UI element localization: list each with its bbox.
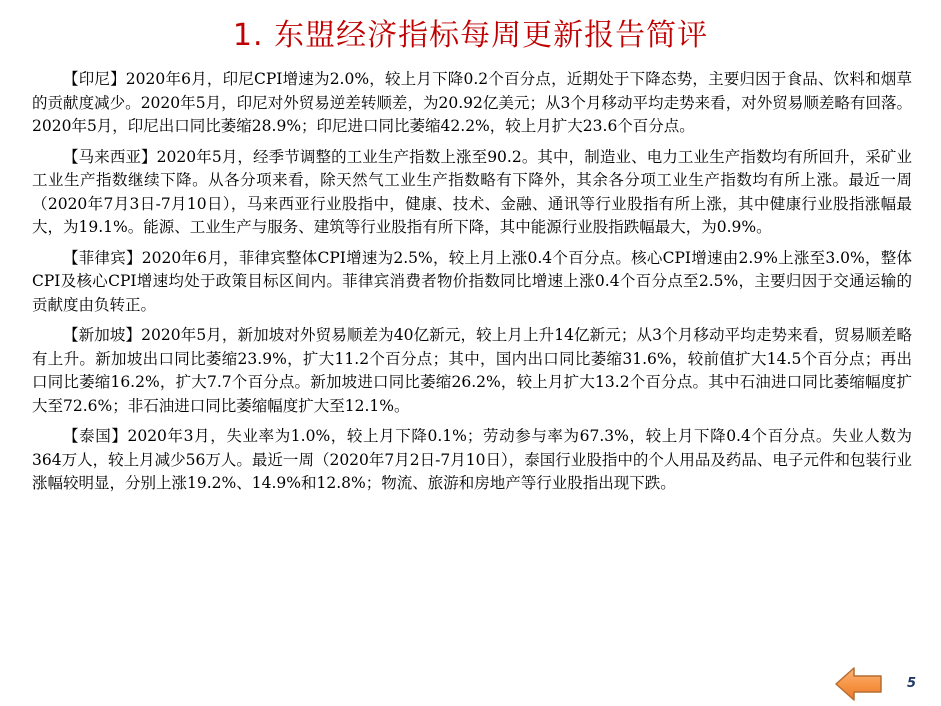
- paragraph-indonesia: [32, 68, 912, 139]
- paragraph-text: 2020年6月，菲律宾整体CPI增速为2.5%，较上月上涨0.4个百分点。核心CPI增速由2.9%上涨至3.0%，整体CPI及核心CPI增速均处于政策目标区间内。菲律宾消费者物价指数同比增速上涨0.4个百分点至2.5%，主要归因于交通运输的贡献度由负转正。: [32, 248, 912, 314]
- paragraph-text: 2020年5月，新加坡对外贸易顺差为40亿新元，较上月上升14亿新元；从3个月移动平均走势来看，贸易顺差略有上升。新加坡出口同比萎缩23.9%，扩大11.2个百分点；其中，国内出口同比萎缩31.6%，较前值扩大14.5个百分点；再出口同比萎缩16.2%，扩大7.7个百分点。新加坡进口同比萎缩26.2%，较上月扩大13.2个百分点。其中石油进口同比萎缩幅度扩大至72.6%；非石油进口同比萎缩幅度扩大至12.1%。: [32, 326, 912, 415]
- paragraph-thailand: [32, 425, 912, 496]
- page-number: 5: [907, 676, 917, 691]
- region-label-singapore: 【新加坡】: [63, 326, 142, 344]
- paragraph-text: 2020年5月，经季节调整的工业生产指数上涨至90.2。其中，制造业、电力工业生产指数均有所回升，采矿业工业生产指数继续下降。从各分项来看，除天然气工业生产指数略有下降外，其余各分项工业生产指数均有所上涨。最近一周（2020年7月3日-7月10日），马来西亚行业股指中，健康、技术、金融、通讯等行业股指有所上涨，其中健康行业股指涨幅最大，为19.1%。能源、工业生产与服务、建筑等行业股指有所下降，其中能源行业股指跌幅最大，为0.9%。: [32, 147, 912, 236]
- region-label-malaysia: 【马来西亚】: [63, 147, 157, 166]
- report-body: [32, 68, 912, 503]
- paragraph-text: 2020年3月，失业率为1.0%，较上月下降0.1%；劳动参与率为67.3%，较上月下降0.4个百分点。失业人数为364万人，较上月减少56万人。最近一周（2020年7月2日-7月10日），泰国行业股指中的个人用品及药品、电子元件和包装行业涨幅较明显，分别上涨19.2%、14.9%和12.8%；物流、旅游和房地产等行业股指出现下跌。: [32, 427, 912, 492]
- page-title: 1. 东盟经济指标每周更新报告简评: [232, 18, 709, 53]
- region-label-thailand: 【泰国】: [63, 427, 128, 445]
- paragraph-malaysia: [32, 146, 912, 240]
- paragraph-text: 2020年6月，印尼CPI增速为2.0%，较上月下降0.2个百分点，近期处于下降态势，主要归因于食品、饮料和烟草的贡献度减少。2020年5月，印尼对外贸易逆差转顺差，为20.92亿美元；从3个月移动平均走势来看，对外贸易顺差略有回落。2020年5月，印尼出口同比萎缩28.9%；印尼进口同比萎缩42.2%，较上月扩大23.6个百分点。: [32, 70, 912, 135]
- left-arrow-icon: [834, 666, 884, 702]
- back-button[interactable]: [834, 666, 884, 702]
- region-label-indonesia: 【印尼】: [63, 70, 126, 88]
- paragraph-philippines: [32, 247, 912, 318]
- region-label-philippines: 【菲律宾】: [63, 248, 142, 267]
- paragraph-singapore: [32, 324, 912, 418]
